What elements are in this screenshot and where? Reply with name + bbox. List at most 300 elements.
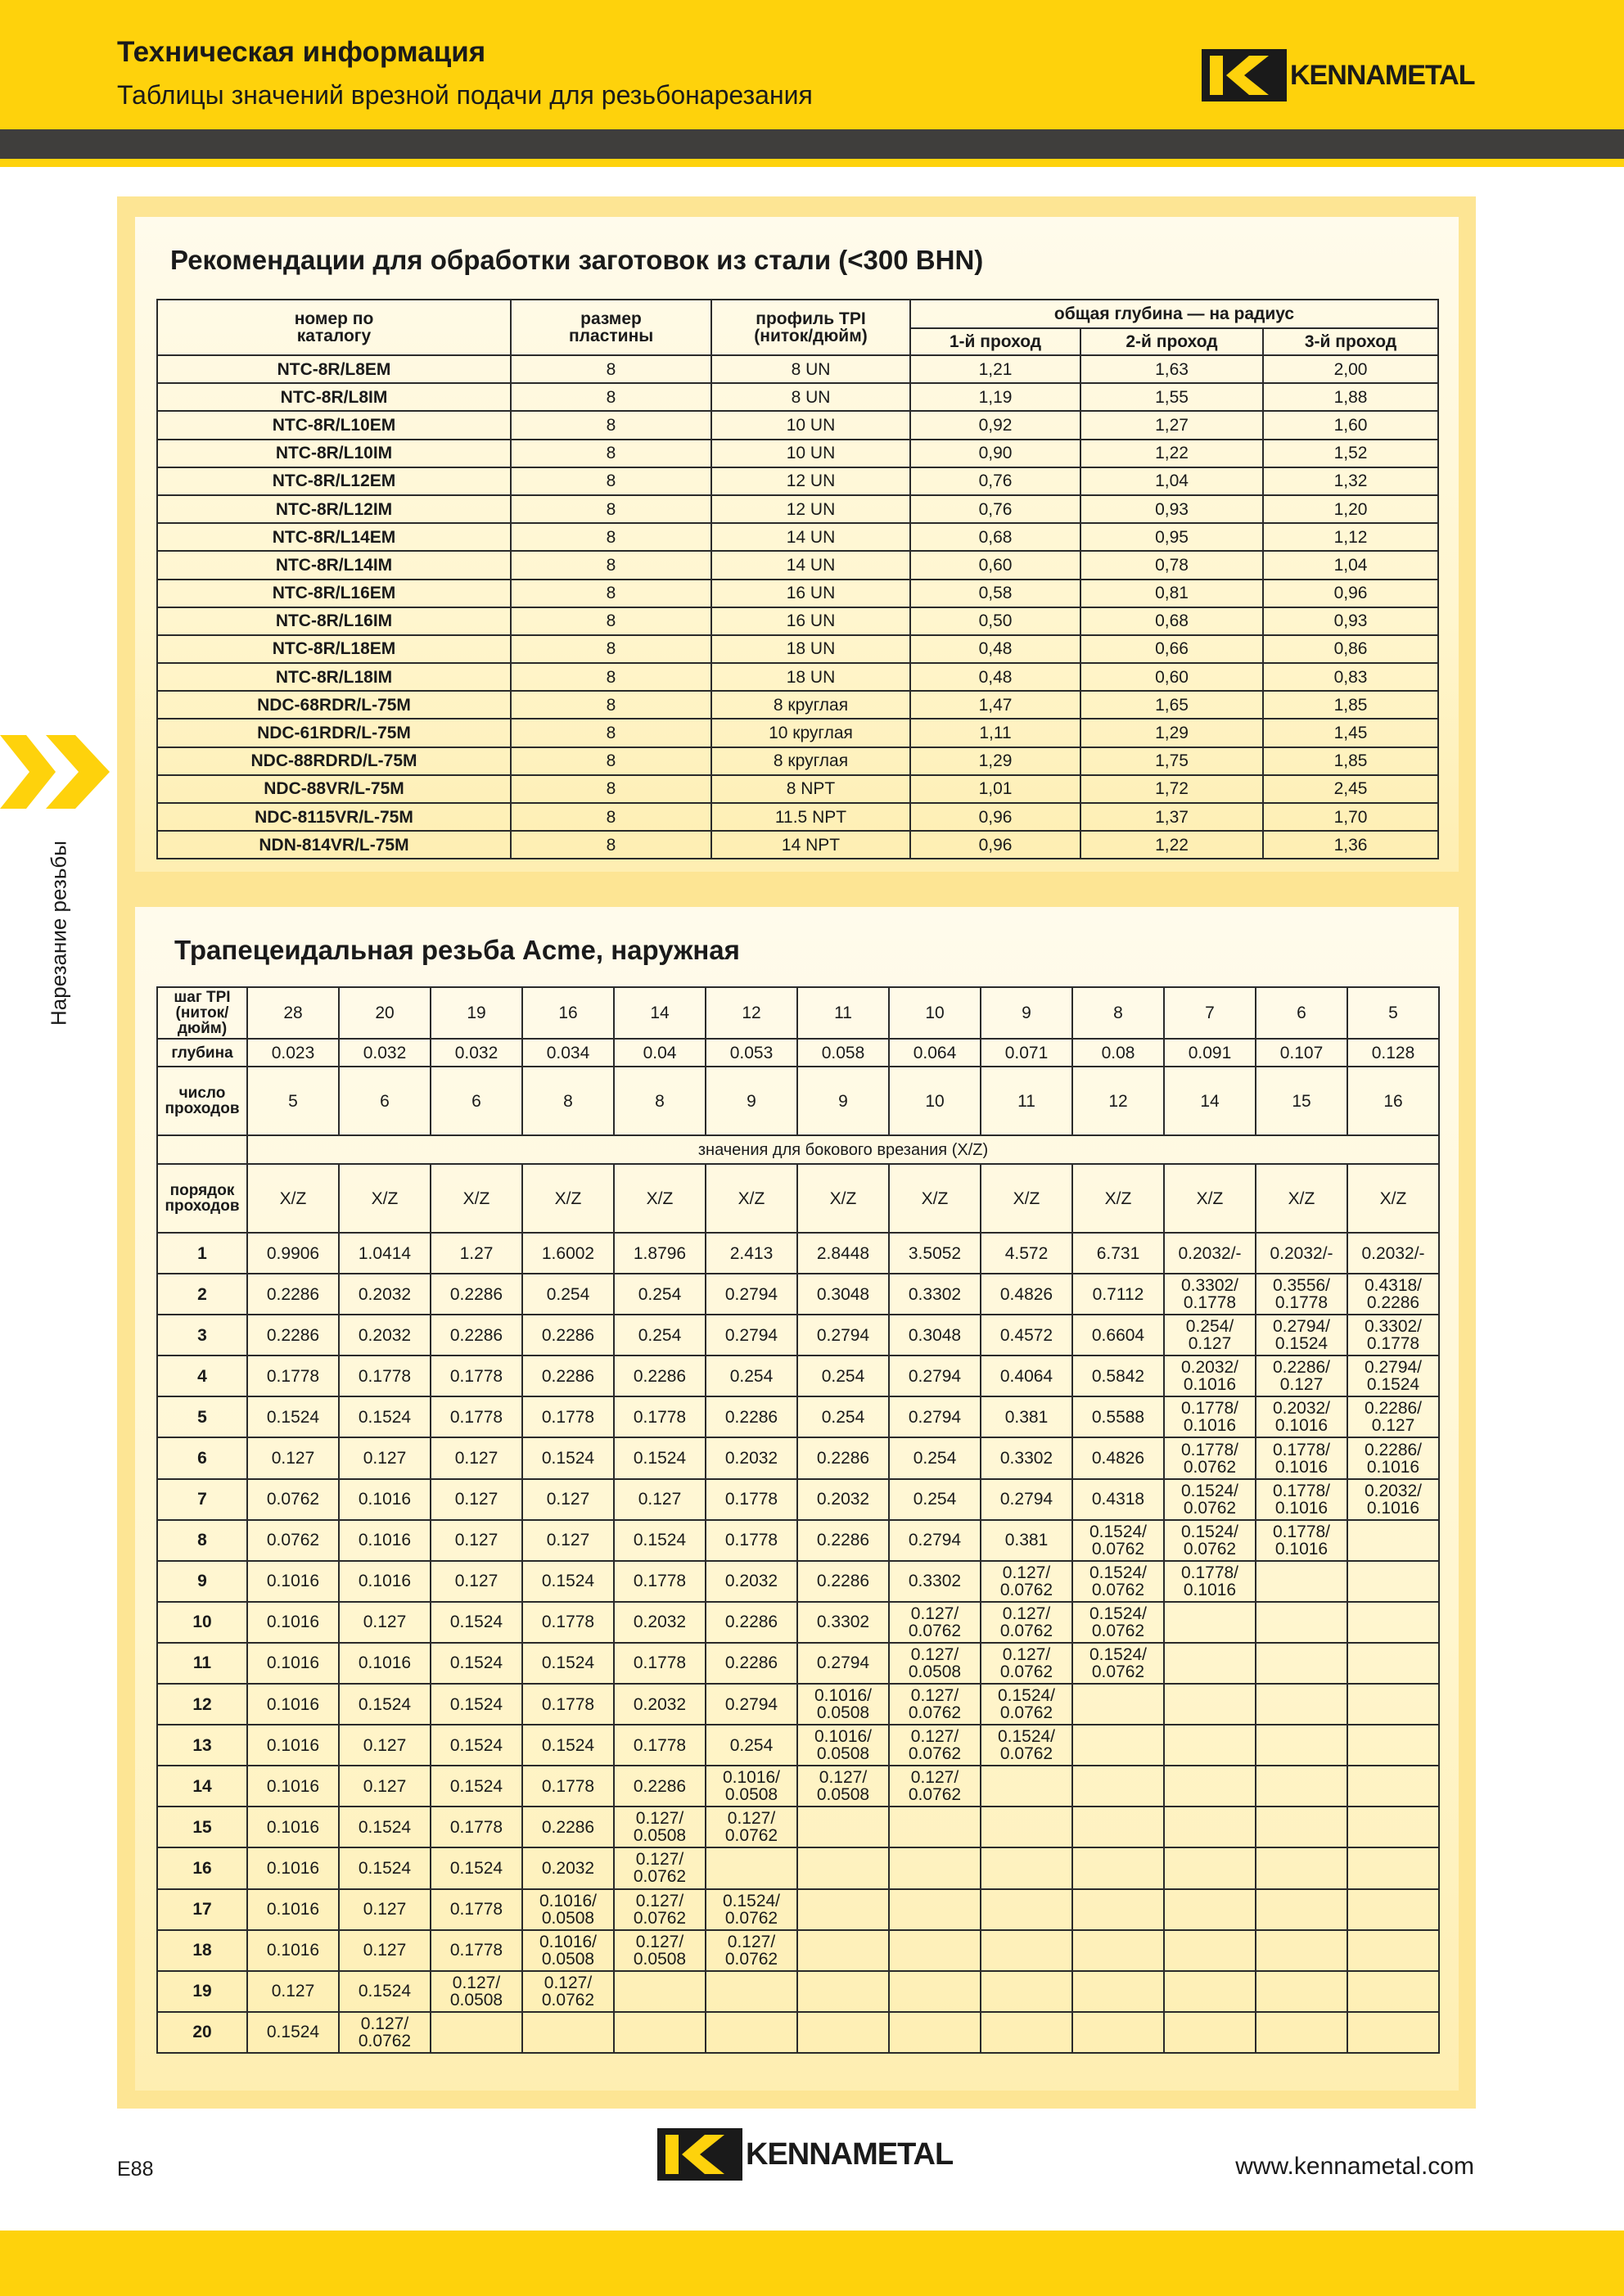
- table-row: [157, 1643, 1439, 1684]
- table-cell: 1,60: [1263, 411, 1438, 439]
- tpi-cell: 14: [614, 987, 706, 1039]
- table-cell: 0.127/ 0.0508: [614, 1930, 706, 1971]
- table-cell: 0.1524: [431, 1602, 522, 1643]
- pass-number-cell: 5: [157, 1396, 247, 1437]
- catalog-number-cell: NTC-8R/L18IM: [157, 663, 511, 691]
- table-cell: 0.2286/ 0.1016: [1347, 1437, 1439, 1478]
- row-header-tpi: шаг TPI (ниток/дюйм): [157, 987, 247, 1039]
- pass-number-cell: 4: [157, 1355, 247, 1396]
- table-cell: 0.127: [247, 1971, 339, 2012]
- table-cell: 0.0762: [247, 1479, 339, 1520]
- table-cell: 8 UN: [711, 355, 910, 383]
- table-cell: 0.3048: [797, 1274, 889, 1315]
- table-cell: 0.127/ 0.0762: [614, 1889, 706, 1930]
- col-header-pass3: 3-й проход: [1263, 328, 1438, 355]
- table-cell: 8: [511, 495, 711, 523]
- table-cell: 1,22: [1080, 831, 1263, 859]
- table-cell: 0.2032/ 0.1016: [1256, 1396, 1347, 1437]
- table-cell: [1347, 1889, 1439, 1930]
- table-cell: 0.1524: [339, 1971, 431, 2012]
- table-cell: 0,81: [1080, 580, 1263, 607]
- table-cell: 0.1016/ 0.0508: [706, 1766, 797, 1807]
- xz-header-cell: X/Z: [431, 1164, 522, 1233]
- table-cell: 0.1778/ 0.1016: [1164, 1561, 1256, 1602]
- table-cell: 0.2794: [981, 1479, 1072, 1520]
- table-cell: 1,45: [1263, 719, 1438, 747]
- table-cell: 0.1524: [431, 1684, 522, 1725]
- table-cell: 0.1778: [522, 1684, 614, 1725]
- table-cell: [1164, 1766, 1256, 1807]
- steel-table-title: Рекомендации для обработки заготовок из стали (<300 BHN): [170, 245, 984, 275]
- table-cell: 8: [511, 663, 711, 691]
- table-cell: 0.1778: [431, 1807, 522, 1847]
- table-row: [157, 1684, 1439, 1725]
- table-cell: 0.127: [339, 1725, 431, 1766]
- table-cell: 0.2794: [889, 1396, 981, 1437]
- table-row: [157, 411, 1438, 439]
- table-cell: 1,29: [1080, 719, 1263, 747]
- table-cell: [1256, 2012, 1347, 2053]
- table-cell: 0.1016: [339, 1520, 431, 1561]
- table-cell: [1072, 1766, 1164, 1807]
- table-cell: 8: [511, 440, 711, 467]
- side-tab-label: Нарезание резьбы: [46, 841, 71, 1026]
- table-row: [157, 691, 1438, 719]
- table-cell: 0.127: [339, 1889, 431, 1930]
- table-cell: [797, 1930, 889, 1971]
- pass-number-cell: 17: [157, 1889, 247, 1930]
- table-cell: 0.2286: [706, 1396, 797, 1437]
- table-row: [157, 551, 1438, 579]
- table-cell: 0.2286: [247, 1315, 339, 1355]
- depth-cell: 0.032: [431, 1039, 522, 1067]
- table-cell: 0.2794: [797, 1643, 889, 1684]
- side-chevron-icon: [0, 735, 115, 809]
- table-cell: 0,83: [1263, 663, 1438, 691]
- table-cell: 0.254: [614, 1315, 706, 1355]
- table-cell: 0.2286: [797, 1561, 889, 1602]
- table-cell: 1.6002: [522, 1233, 614, 1274]
- catalog-number-cell: NDN-814VR/L-75M: [157, 831, 511, 859]
- table-cell: 0.1778: [614, 1561, 706, 1602]
- table-cell: 8 круглая: [711, 691, 910, 719]
- table-cell: 3.5052: [889, 1233, 981, 1274]
- table-cell: 0.2032: [522, 1847, 614, 1888]
- tpi-cell: 28: [247, 987, 339, 1039]
- table-cell: 0.1524: [522, 1643, 614, 1684]
- table-cell: 0.254: [889, 1479, 981, 1520]
- table-cell: 0.1778: [431, 1930, 522, 1971]
- pass-number-cell: 20: [157, 2012, 247, 2053]
- xz-header-cell: X/Z: [1164, 1164, 1256, 1233]
- table-cell: 8 NPT: [711, 775, 910, 803]
- table-cell: 1,37: [1080, 803, 1263, 831]
- pass-number-cell: 9: [157, 1561, 247, 1602]
- pass-number-cell: 2: [157, 1274, 247, 1315]
- pass-number-cell: 7: [157, 1479, 247, 1520]
- catalog-number-cell: NTC-8R/L14EM: [157, 523, 511, 551]
- table-cell: 0.1524: [339, 1807, 431, 1847]
- table-cell: 16 UN: [711, 580, 910, 607]
- table-cell: 1,63: [1080, 355, 1263, 383]
- table-cell: 8: [511, 775, 711, 803]
- table-cell: 4.572: [981, 1233, 1072, 1274]
- table-cell: [1072, 1847, 1164, 1888]
- table-cell: 0.127: [431, 1437, 522, 1478]
- table-cell: [981, 1889, 1072, 1930]
- table-cell: 0.1016: [339, 1643, 431, 1684]
- catalog-number-cell: NDC-8115VR/L-75M: [157, 803, 511, 831]
- table-cell: 0.1016: [247, 1930, 339, 1971]
- table-cell: 0.1524/ 0.0762: [706, 1889, 797, 1930]
- table-cell: 1,55: [1080, 383, 1263, 411]
- table-cell: 0.127: [431, 1561, 522, 1602]
- table-cell: 0.7112: [1072, 1274, 1164, 1315]
- table-cell: [1256, 1725, 1347, 1766]
- table-cell: 0.2794: [889, 1520, 981, 1561]
- table-cell: 0.127: [431, 1520, 522, 1561]
- table-cell: [981, 1847, 1072, 1888]
- passes-cell: 9: [706, 1067, 797, 1135]
- table-cell: [1164, 1602, 1256, 1643]
- table-cell: [1072, 1971, 1164, 2012]
- table-cell: 0,60: [910, 551, 1080, 579]
- table-cell: 1,52: [1263, 440, 1438, 467]
- table-cell: 14 UN: [711, 551, 910, 579]
- table-row: [157, 467, 1438, 495]
- table-cell: [1072, 1930, 1164, 1971]
- table-row: [157, 1274, 1439, 1315]
- table-cell: 0.2794: [706, 1274, 797, 1315]
- table-cell: [1164, 1725, 1256, 1766]
- passes-cell: 8: [522, 1067, 614, 1135]
- brand-logo: [1202, 49, 1474, 101]
- pass-number-cell: 14: [157, 1766, 247, 1807]
- table-cell: 0.2032: [614, 1602, 706, 1643]
- table-cell: 0.3302: [889, 1561, 981, 1602]
- table-cell: 0.127/ 0.0762: [981, 1561, 1072, 1602]
- depth-cell: 0.058: [797, 1039, 889, 1067]
- xz-header-cell: X/Z: [1256, 1164, 1347, 1233]
- depth-cell: 0.032: [339, 1039, 431, 1067]
- table-cell: 0.1016/ 0.0508: [522, 1930, 614, 1971]
- acme-table-title: Трапецеидальная резьба Acme, наружная: [174, 935, 740, 965]
- table-cell: 0.4318/ 0.2286: [1347, 1274, 1439, 1315]
- table-cell: 0.127: [522, 1479, 614, 1520]
- tpi-cell: 11: [797, 987, 889, 1039]
- table-cell: 6.731: [1072, 1233, 1164, 1274]
- tpi-cell: 7: [1164, 987, 1256, 1039]
- depth-cell: 0.023: [247, 1039, 339, 1067]
- table-cell: 0.1524/ 0.0762: [1072, 1602, 1164, 1643]
- row-header-depth: глубина: [157, 1039, 247, 1067]
- depth-cell: 0.071: [981, 1039, 1072, 1067]
- table-row: [157, 663, 1438, 691]
- xz-header-cell: X/Z: [706, 1164, 797, 1233]
- page-title: Техническая информация: [117, 36, 486, 68]
- pass-number-cell: 6: [157, 1437, 247, 1478]
- table-cell: 0.1778: [339, 1355, 431, 1396]
- catalog-number-cell: NTC-8R/L14IM: [157, 551, 511, 579]
- table-cell: 8: [511, 607, 711, 635]
- table-cell: 0,48: [910, 635, 1080, 663]
- table-cell: 0.2794: [706, 1315, 797, 1355]
- table-cell: 0.3302/ 0.1778: [1347, 1315, 1439, 1355]
- table-cell: 1,72: [1080, 775, 1263, 803]
- table-cell: 1,20: [1263, 495, 1438, 523]
- table-cell: 0.4318: [1072, 1479, 1164, 1520]
- table-cell: 1,11: [910, 719, 1080, 747]
- table-cell: 8 круглая: [711, 747, 910, 775]
- table-cell: 0.1778: [431, 1355, 522, 1396]
- catalog-number-cell: NTC-8R/L8EM: [157, 355, 511, 383]
- table-cell: 0.3556/ 0.1778: [1256, 1274, 1347, 1315]
- blank-cell: [157, 1135, 247, 1164]
- table-cell: 12 UN: [711, 467, 910, 495]
- table-cell: 0,96: [910, 803, 1080, 831]
- table-cell: [1256, 1930, 1347, 1971]
- catalog-number-cell: NTC-8R/L8IM: [157, 383, 511, 411]
- tpi-cell: 8: [1072, 987, 1164, 1039]
- table-cell: 0.2032/-: [1256, 1233, 1347, 1274]
- table-cell: 0.1016: [339, 1561, 431, 1602]
- header-accent-stripe: [0, 159, 1624, 167]
- table-row: [157, 1930, 1439, 1971]
- table-cell: 0.1778: [706, 1520, 797, 1561]
- table-cell: 10 UN: [711, 440, 910, 467]
- table-cell: 0.1778: [614, 1396, 706, 1437]
- table-cell: 0.1016/ 0.0508: [797, 1725, 889, 1766]
- table-cell: 0.2286: [706, 1602, 797, 1643]
- table-cell: 14 NPT: [711, 831, 910, 859]
- table-cell: 0.3302: [797, 1602, 889, 1643]
- table-cell: 0.1524: [339, 1684, 431, 1725]
- table-cell: 2.8448: [797, 1233, 889, 1274]
- table-cell: 0,93: [1080, 495, 1263, 523]
- xz-header-cell: X/Z: [797, 1164, 889, 1233]
- table-cell: 8: [511, 383, 711, 411]
- table-cell: 0.1016: [247, 1766, 339, 1807]
- table-cell: 0.127/ 0.0762: [614, 1847, 706, 1888]
- table-cell: 2,00: [1263, 355, 1438, 383]
- table-cell: 0.127/ 0.0762: [522, 1971, 614, 2012]
- table-cell: 8 UN: [711, 383, 910, 411]
- table-cell: 0.3302/ 0.1778: [1164, 1274, 1256, 1315]
- table-cell: [1256, 1971, 1347, 2012]
- table-cell: 0.254: [706, 1355, 797, 1396]
- table-cell: 0.1524: [522, 1561, 614, 1602]
- table-cell: 0.1016: [247, 1807, 339, 1847]
- table-cell: 0,60: [1080, 663, 1263, 691]
- table-cell: 0.127/ 0.0762: [889, 1766, 981, 1807]
- table-cell: [522, 2012, 614, 2053]
- table-cell: 0.254: [706, 1725, 797, 1766]
- table-cell: [1347, 1684, 1439, 1725]
- table-cell: [706, 1971, 797, 2012]
- table-cell: 0.2286: [706, 1643, 797, 1684]
- table-row: [157, 1889, 1439, 1930]
- table-cell: 10 UN: [711, 411, 910, 439]
- table-cell: [1256, 1561, 1347, 1602]
- table-cell: 1,12: [1263, 523, 1438, 551]
- table-cell: [1164, 1643, 1256, 1684]
- col-header-insert: размер пластины: [511, 300, 711, 355]
- table-cell: 8: [511, 719, 711, 747]
- table-cell: 0.127: [431, 1479, 522, 1520]
- pass-number-cell: 19: [157, 1971, 247, 2012]
- table-cell: 0.127/ 0.0762: [981, 1602, 1072, 1643]
- table-cell: 8: [511, 580, 711, 607]
- footer-brand-wordmark: KENNAMETAL: [746, 2136, 954, 2172]
- table-cell: 0.2286: [431, 1274, 522, 1315]
- passes-cell: 8: [614, 1067, 706, 1135]
- table-cell: 0,76: [910, 467, 1080, 495]
- table-row: [157, 635, 1438, 663]
- table-cell: 1,85: [1263, 691, 1438, 719]
- xz-header-cell: X/Z: [247, 1164, 339, 1233]
- table-cell: 8: [511, 355, 711, 383]
- table-cell: 0.1524: [614, 1437, 706, 1478]
- table-cell: [1347, 1807, 1439, 1847]
- passes-cell: 6: [339, 1067, 431, 1135]
- row-header-order: порядок проходов: [157, 1164, 247, 1233]
- table-cell: 0.2286/ 0.127: [1256, 1355, 1347, 1396]
- table-cell: 0.127/ 0.0508: [889, 1643, 981, 1684]
- table-cell: 0.2794: [797, 1315, 889, 1355]
- table-cell: 0.1778/ 0.1016: [1164, 1396, 1256, 1437]
- table-cell: 1.8796: [614, 1233, 706, 1274]
- table-cell: [981, 1766, 1072, 1807]
- table-cell: 1,75: [1080, 747, 1263, 775]
- table-cell: [889, 1847, 981, 1888]
- table-cell: 1,21: [910, 355, 1080, 383]
- table-cell: 0.127/ 0.0508: [797, 1766, 889, 1807]
- table-cell: 0,92: [910, 411, 1080, 439]
- table-cell: 0.2032/-: [1347, 1233, 1439, 1274]
- table-cell: 0,50: [910, 607, 1080, 635]
- tpi-cell: 20: [339, 987, 431, 1039]
- table-cell: 0,76: [910, 495, 1080, 523]
- table-cell: 0.2032/ 0.1016: [1347, 1479, 1439, 1520]
- table-cell: 0.381: [981, 1520, 1072, 1561]
- table-cell: 0,95: [1080, 523, 1263, 551]
- table-row: [157, 719, 1438, 747]
- table-cell: 0,78: [1080, 551, 1263, 579]
- table-cell: [706, 2012, 797, 2053]
- table-cell: [1072, 1725, 1164, 1766]
- table-cell: [1347, 2012, 1439, 2053]
- table-cell: [1256, 1643, 1347, 1684]
- table-row: [157, 1355, 1439, 1396]
- table-cell: 0.0762: [247, 1520, 339, 1561]
- header-dark-band: [0, 129, 1624, 159]
- table-cell: 0.2794/ 0.1524: [1256, 1315, 1347, 1355]
- table-cell: 0.2286: [797, 1437, 889, 1478]
- table-cell: 0.1524: [614, 1520, 706, 1561]
- table-cell: 0.127/ 0.0762: [889, 1684, 981, 1725]
- table-cell: [797, 1889, 889, 1930]
- table-cell: [797, 1971, 889, 2012]
- table-cell: 12 UN: [711, 495, 910, 523]
- table-cell: [1164, 1684, 1256, 1725]
- table-row: [157, 440, 1438, 467]
- table-cell: [889, 1889, 981, 1930]
- table-cell: 0.2286: [522, 1315, 614, 1355]
- table-cell: 18 UN: [711, 635, 910, 663]
- side-infeed-label: значения для бокового врезания (X/Z): [247, 1135, 1439, 1164]
- table-cell: 0,86: [1263, 635, 1438, 663]
- table-cell: 0.1778: [614, 1643, 706, 1684]
- xz-header-cell: X/Z: [981, 1164, 1072, 1233]
- footer-bar: [0, 2231, 1624, 2296]
- table-cell: 2.413: [706, 1233, 797, 1274]
- table-cell: 1,29: [910, 747, 1080, 775]
- table-cell: 0.2286: [522, 1355, 614, 1396]
- table-cell: 0.2032: [339, 1315, 431, 1355]
- table-row: [157, 523, 1438, 551]
- table-cell: 0.1016: [247, 1889, 339, 1930]
- passes-cell: 15: [1256, 1067, 1347, 1135]
- pass-number-cell: 15: [157, 1807, 247, 1847]
- table-cell: [1347, 1847, 1439, 1888]
- footer-logo: [657, 2128, 953, 2181]
- page-subtitle: Таблицы значений врезной подачи для резьбонарезания: [117, 80, 813, 110]
- table-cell: [981, 1930, 1072, 1971]
- table-cell: [797, 1847, 889, 1888]
- table-cell: 0.127: [339, 1930, 431, 1971]
- table-cell: [1256, 1847, 1347, 1888]
- table-cell: 1,27: [1080, 411, 1263, 439]
- table-cell: 0.3302: [889, 1274, 981, 1315]
- passes-cell: 9: [797, 1067, 889, 1135]
- pass-number-cell: 1: [157, 1233, 247, 1274]
- table-cell: 0.127/ 0.0762: [889, 1602, 981, 1643]
- table-cell: 0.127: [522, 1520, 614, 1561]
- table-cell: 0.1778: [431, 1396, 522, 1437]
- table-cell: 0,58: [910, 580, 1080, 607]
- table-cell: 0.4064: [981, 1355, 1072, 1396]
- table-cell: 0.1016: [339, 1479, 431, 1520]
- table-row: [157, 495, 1438, 523]
- table-cell: [981, 2012, 1072, 2053]
- table-row: [157, 747, 1438, 775]
- table-row: [157, 1847, 1439, 1888]
- table-cell: 0.1778: [247, 1355, 339, 1396]
- table-cell: 0.1778: [431, 1889, 522, 1930]
- table-cell: 0.1016/ 0.0508: [522, 1889, 614, 1930]
- table-cell: 0.127: [339, 1602, 431, 1643]
- catalog-number-cell: NTC-8R/L12EM: [157, 467, 511, 495]
- table-cell: [431, 2012, 522, 2053]
- pass-number-cell: 3: [157, 1315, 247, 1355]
- catalog-number-cell: NDC-88RDRD/L-75M: [157, 747, 511, 775]
- table-cell: 0.254: [797, 1396, 889, 1437]
- passes-cell: 16: [1347, 1067, 1439, 1135]
- table-cell: 0.1524: [339, 1396, 431, 1437]
- table-cell: 0.1524: [431, 1766, 522, 1807]
- table-cell: 2,45: [1263, 775, 1438, 803]
- table-cell: 0.254/ 0.127: [1164, 1315, 1256, 1355]
- table-cell: [889, 1807, 981, 1847]
- table-cell: [1347, 1930, 1439, 1971]
- table-cell: 0.1778/ 0.1016: [1256, 1437, 1347, 1478]
- table-row: [157, 1725, 1439, 1766]
- table-cell: 0.1778: [706, 1479, 797, 1520]
- footer-url-link[interactable]: www.kennametal.com: [1235, 2153, 1474, 2180]
- table-cell: 0.1524/ 0.0762: [1072, 1561, 1164, 1602]
- table-cell: 1,88: [1263, 383, 1438, 411]
- depth-cell: 0.034: [522, 1039, 614, 1067]
